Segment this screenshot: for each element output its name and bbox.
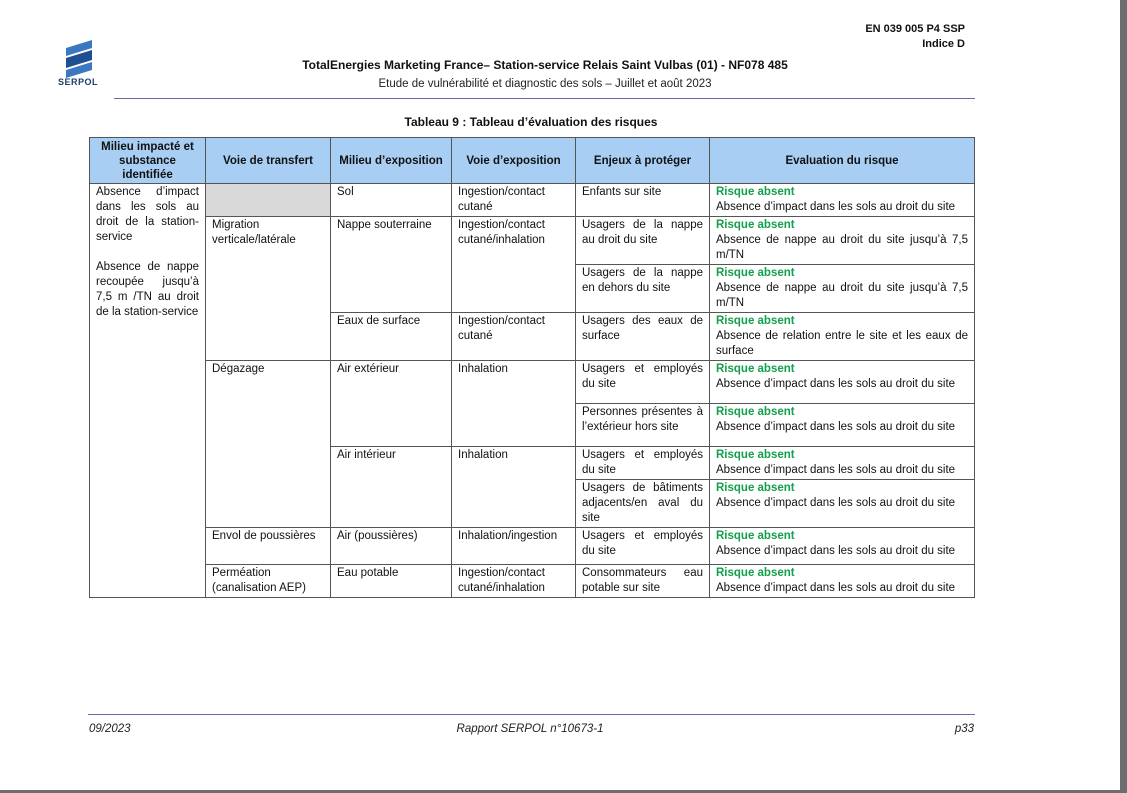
- logo-text: SERPOL: [58, 77, 99, 87]
- exposure-voie-cell: Ingestion/contact cutané: [452, 184, 576, 217]
- col-header-enjeux: Enjeux à protéger: [576, 138, 710, 184]
- risk-label: Risque absent: [716, 482, 795, 494]
- enjeux-cell: Personnes présentes à l’extérieur hors site: [576, 404, 710, 447]
- table-row: [90, 528, 975, 565]
- enjeux-cell: Consommateurs eau potable sur site: [576, 565, 710, 598]
- risk-description: Absence d’impact dans les sols au droit du site: [716, 545, 956, 557]
- exposure-voie-cell: Ingestion/contact cutané/inhalation: [452, 217, 576, 313]
- transfer-cell: Envol de poussières: [206, 528, 331, 565]
- transfer-cell: Migration verticale/latérale: [206, 217, 331, 361]
- risk-description: Absence de nappe au droit du site jusqu’à 7,5 m/TN: [716, 282, 968, 309]
- enjeux-cell: Usagers et employés du site: [576, 528, 710, 565]
- risk-label: Risque absent: [716, 186, 795, 198]
- risk-cell: [710, 404, 975, 447]
- exposure-voie-cell: Inhalation: [452, 361, 576, 447]
- doc-indice: Indice D: [922, 38, 965, 50]
- footer-date: 09/2023: [89, 723, 131, 735]
- footer-divider: [88, 714, 975, 715]
- risk-description: Absence d’impact dans les sols au droit du site: [716, 497, 956, 509]
- exposure-milieu-cell: Air extérieur: [331, 361, 452, 447]
- risk-description: Absence d’impact dans les sols au droit du site: [716, 421, 956, 433]
- milieu-impacte-text-1: Absence d’impact dans les sols au droit de la station-service: [96, 186, 199, 243]
- exposure-voie-cell: Inhalation/ingestion: [452, 528, 576, 565]
- risk-cell: [710, 184, 975, 217]
- table-row: [90, 184, 975, 217]
- risk-description: Absence d’impact dans les sols au droit du site: [716, 464, 956, 476]
- milieu-impacte-text-2: Absence de nappe recoupée jusqu’à 7,5 m /TN au droit de la station-service: [96, 261, 199, 318]
- exposure-voie-cell: Ingestion/contact cutané: [452, 313, 576, 361]
- exposure-milieu-cell: Eaux de surface: [331, 313, 452, 361]
- enjeux-cell: Usagers et employés du site: [576, 447, 710, 480]
- exposure-milieu-cell: Nappe souterraine: [331, 217, 452, 313]
- exposure-milieu-cell: Sol: [331, 184, 452, 217]
- table-header-row: [90, 138, 975, 184]
- risk-label: Risque absent: [716, 315, 795, 327]
- risk-label: Risque absent: [716, 267, 795, 279]
- enjeux-cell: Usagers des eaux de surface: [576, 313, 710, 361]
- col-header-voie-exposition: Voie d’exposition: [452, 138, 576, 184]
- col-header-milieu-impacte: Milieu impacté et substance identifiée: [90, 138, 206, 184]
- risk-description: Absence de nappe au droit du site jusqu’à 7,5 m/TN: [716, 234, 968, 261]
- risk-cell: [710, 480, 975, 528]
- col-header-milieu-exposition: Milieu d’exposition: [331, 138, 452, 184]
- transfer-cell: Dégazage: [206, 361, 331, 528]
- enjeux-cell: Usagers de la nappe au droit du site: [576, 217, 710, 265]
- doc-ref-number: EN 039 005 P4 SSP: [865, 23, 965, 35]
- risk-description: Absence d’impact dans les sols au droit du site: [716, 582, 956, 594]
- risk-cell: [710, 217, 975, 265]
- risk-description: Absence de relation entre le site et les eaux de surface: [716, 330, 968, 357]
- risk-label: Risque absent: [716, 567, 795, 579]
- col-header-evaluation: Evaluation du risque: [710, 138, 975, 184]
- exposure-milieu-cell: Air (poussières): [331, 528, 452, 565]
- risk-label: Risque absent: [716, 530, 795, 542]
- transfer-empty-cell: [206, 184, 331, 217]
- document-reference: [865, 22, 965, 52]
- transfer-cell: Perméation (canalisation AEP): [206, 565, 331, 598]
- risk-label: Risque absent: [716, 449, 795, 461]
- header-title: TotalEnergies Marketing France– Station-service Relais Saint Vulbas (01) - NF078 485: [302, 58, 788, 72]
- enjeux-cell: Usagers de la nappe en dehors du site: [576, 265, 710, 313]
- table-row: [90, 565, 975, 598]
- risk-cell: [710, 447, 975, 480]
- risk-label: Risque absent: [716, 363, 795, 375]
- table-row: [90, 217, 975, 265]
- risk-description: Absence d’impact dans les sols au droit du site: [716, 201, 956, 213]
- footer-page-number: p33: [954, 723, 974, 735]
- footer-report: Rapport SERPOL n°10673-1: [456, 723, 604, 735]
- exposure-milieu-cell: Eau potable: [331, 565, 452, 598]
- enjeux-cell: Usagers de bâtiments adjacents/en aval du site: [576, 480, 710, 528]
- risk-description: Absence d’impact dans les sols au droit du site: [716, 378, 956, 390]
- milieu-impacte-cell: [90, 184, 206, 598]
- risk-cell: [710, 313, 975, 361]
- table-row: [90, 361, 975, 404]
- risk-cell: [710, 265, 975, 313]
- table-caption: Tableau 9 : Tableau d’évaluation des risques: [404, 115, 658, 129]
- header-divider: [114, 98, 975, 99]
- enjeux-cell: Usagers et employés du site: [576, 361, 710, 404]
- risk-label: Risque absent: [716, 406, 795, 418]
- exposure-milieu-cell: Air intérieur: [331, 447, 452, 528]
- exposure-voie-cell: Ingestion/contact cutané/inhalation: [452, 565, 576, 598]
- risk-cell: [710, 528, 975, 565]
- header-subtitle: Etude de vulnérabilité et diagnostic des sols – Juillet et août 2023: [378, 78, 712, 90]
- risk-label: Risque absent: [716, 219, 795, 231]
- exposure-voie-cell: Inhalation: [452, 447, 576, 528]
- col-header-voie-transfert: Voie de transfert: [206, 138, 331, 184]
- enjeux-cell: Enfants sur site: [576, 184, 710, 217]
- risk-cell: [710, 361, 975, 404]
- risk-cell: [710, 565, 975, 598]
- risk-evaluation-table: [89, 137, 975, 598]
